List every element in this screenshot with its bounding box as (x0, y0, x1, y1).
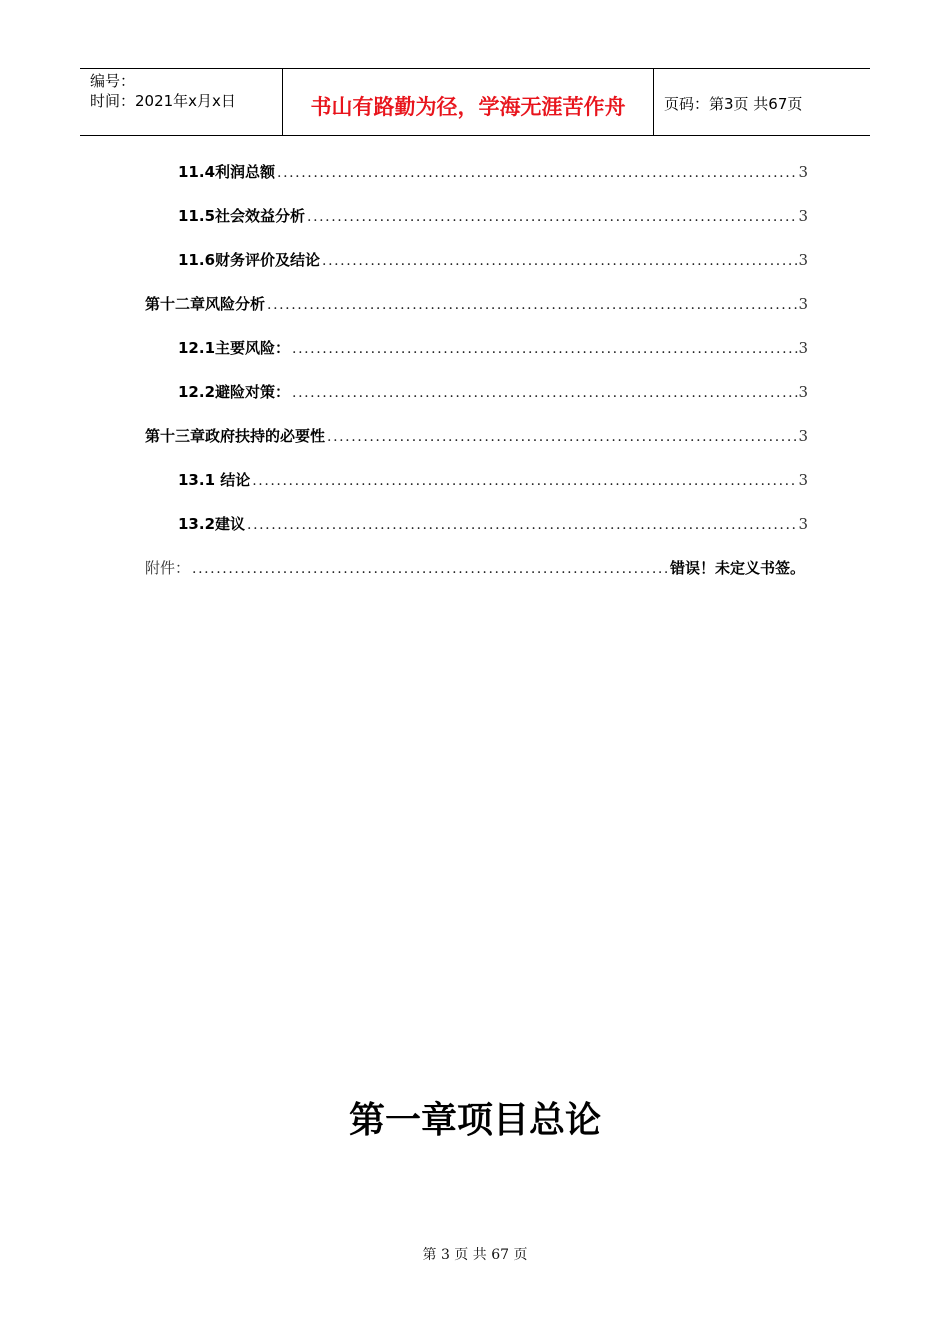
toc-dot-leader (275, 162, 798, 183)
toc-entry-page: 3 (798, 427, 808, 445)
toc-entry-page: 3 (798, 339, 808, 357)
toc-entry[interactable] (178, 161, 808, 183)
toc-dot-leader (305, 206, 798, 227)
toc-dot-leader (250, 470, 798, 491)
toc-entry-title: 11.4利润总额 (178, 163, 276, 181)
toc-entry[interactable] (145, 557, 805, 579)
toc-entry-page: 3 (798, 471, 808, 489)
header-page-info: 页码：第3页 共67页 (664, 94, 803, 113)
toc-entry-title: 第十二章风险分析 (145, 295, 266, 313)
toc-entry-title: 12.1主要风险： (178, 339, 291, 357)
toc-entry-page: 3 (798, 251, 808, 269)
toc-entry[interactable] (178, 381, 808, 403)
toc-dot-leader (290, 338, 798, 359)
toc-entry-title: 13.2建议 (178, 515, 246, 533)
toc-entry-title: 附件： (145, 559, 191, 577)
toc-entry-page: 3 (798, 515, 808, 533)
header-motto-cell (282, 69, 654, 135)
toc-entry[interactable] (145, 293, 808, 315)
toc-entry-title: 13.1 结论 (178, 471, 251, 489)
toc-dot-leader (320, 250, 798, 271)
toc-entry-page: 3 (798, 383, 808, 401)
toc-entry[interactable] (178, 249, 808, 271)
toc-entry-title: 11.5社会效益分析 (178, 207, 306, 225)
toc-entry-page: 3 (798, 295, 808, 313)
toc-entry[interactable] (178, 513, 808, 535)
header-left-cell (80, 69, 282, 135)
toc-dot-leader (290, 382, 798, 403)
toc-dot-leader (245, 514, 798, 535)
footer-page-number: 第 3 页 共 67 页 (422, 1247, 528, 1263)
toc-entry-page: 3 (798, 207, 808, 225)
toc-entry[interactable] (145, 425, 808, 447)
toc-dot-leader (325, 426, 798, 447)
document-date: 时间：2021年x月x日 (90, 92, 236, 110)
toc-entry[interactable] (178, 205, 808, 227)
toc-entry[interactable] (178, 469, 808, 491)
toc-entry-title: 11.6财务评价及结论 (178, 251, 321, 269)
page-header (80, 68, 870, 136)
toc-entry-title: 12.2避险对策： (178, 383, 291, 401)
header-page-cell (654, 69, 870, 135)
toc-dot-leader (190, 558, 670, 579)
document-number-label: 编号： (90, 72, 136, 90)
chapter-title: 第一章项目总论 (348, 1100, 601, 1141)
header-motto: 书山有路勤为径，学海无涯苦作舟 (310, 95, 626, 119)
toc-dot-leader (265, 294, 798, 315)
toc-entry-title: 第十三章政府扶持的必要性 (145, 427, 326, 445)
toc-entry-page: 3 (798, 163, 808, 181)
page-footer (0, 1244, 950, 1264)
toc-entry-page: 错误！未定义书签。 (669, 559, 805, 577)
toc-entry[interactable] (178, 337, 808, 359)
